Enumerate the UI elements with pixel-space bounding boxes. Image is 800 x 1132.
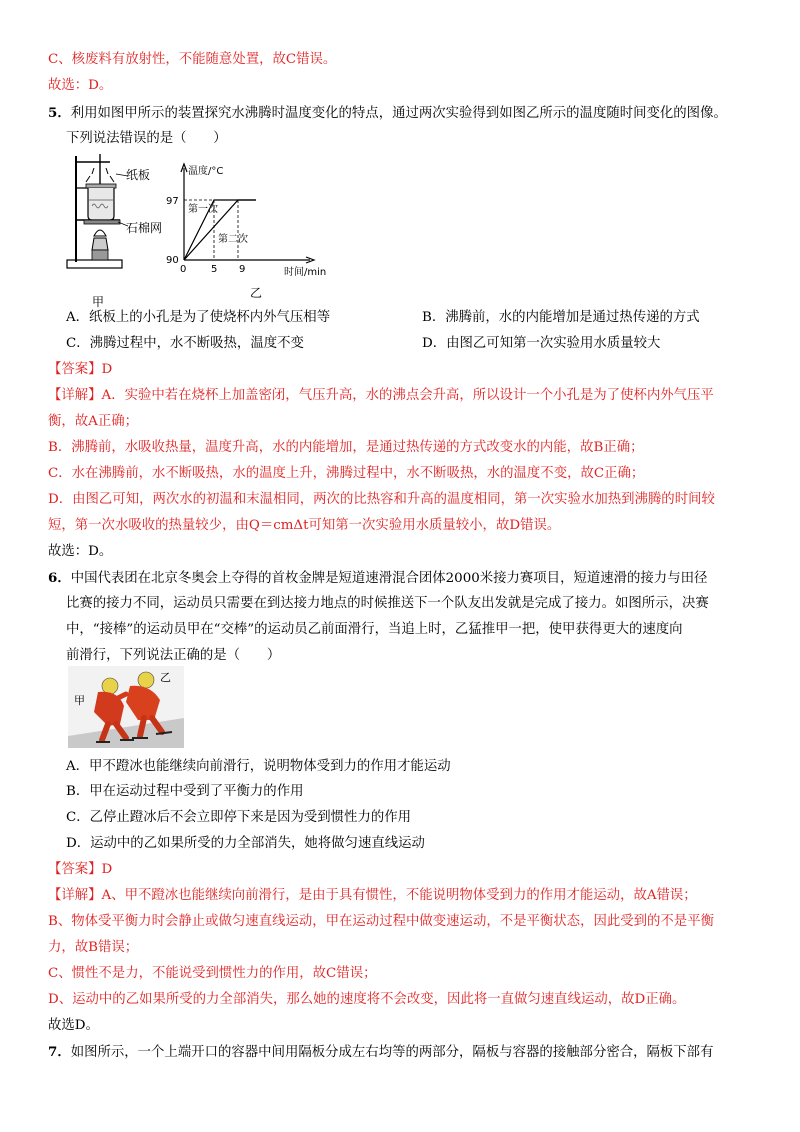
- q5-option-d[interactable]: D．由图乙可知第一次实验用水质量较大: [422, 336, 661, 351]
- q6-option-c[interactable]: C．乙停止蹬冰后不会立即停下来是因为受到惯性力的作用: [66, 810, 412, 825]
- q5-detail-b: B．沸腾前，水吸收热量，温度升高，水的内能增加，是通过热传递的方式改变水的内能，故B正确；: [48, 440, 644, 455]
- q6-stem-line1: [48, 568, 707, 589]
- q6-choice: 故选D。: [48, 1018, 99, 1033]
- q7-stem-line1: [48, 1042, 713, 1063]
- caption-jia: 甲: [92, 295, 105, 309]
- q5-detail-a1: 【详解】A．实验中若在烧杯上加盖密闭，气压升高，水的沸点会升高，所以设计一个小孔是为了使杯内外气压平: [48, 388, 714, 403]
- q7-stem1: 如图所示，一个上端开口的容器中间用隔板分成左右均等的两部分，隔板与容器的接触部分密合，隔板下部有: [70, 1045, 714, 1060]
- q5-chart-temperature: [160, 160, 360, 300]
- label-gauze: 石棉网: [126, 221, 163, 235]
- q5-detail-a2: 衡，故A正确；: [48, 414, 139, 429]
- q6-photo-label-yi: 乙: [160, 671, 171, 684]
- tick-90: 90: [166, 255, 179, 266]
- q6-stem-line3: 中，“接棒”的运动员甲在“交棒”的运动员乙前面滑行，当追上时，乙猛推甲一把，使甲获得更大的速度向: [66, 622, 683, 637]
- q5-choice: 故选：D。: [48, 544, 113, 559]
- q7-number: 7．: [48, 1044, 71, 1060]
- label-first-text: 第一次: [188, 204, 218, 215]
- q5-detail-d2: 短，第一次水吸收的热量较少，由Q＝cmΔt可知第一次实验用水质量较小，故D错误。: [48, 518, 561, 533]
- chart-xlabel: 时间/min: [284, 267, 327, 278]
- label-paper: 纸板: [126, 168, 151, 182]
- label-second: 第二次: [218, 234, 248, 245]
- q6-answer: 【答案】D: [48, 862, 113, 877]
- q6-detail-a: 【详解】A、甲不蹬冰也能继续向前滑行，是由于具有惯性，不能说明物体受到力的作用才能运动，故A错误；: [48, 888, 697, 903]
- tick-97: 97: [166, 196, 179, 207]
- chart-ylabel: 温度/°C: [188, 166, 224, 177]
- q6-stem1: 中国代表团在北京冬奥会上夺得的首枚金牌是短道速滑混合团体2000米接力赛项目，短道速滑的接力与田径: [70, 571, 708, 586]
- q5-option-b[interactable]: B．沸腾前，水的内能增加是通过热传递的方式: [422, 310, 700, 325]
- q6-detail-c: C、惯性不是力，不能说受到惯性力的作用，故C错误；: [48, 966, 377, 981]
- caption-yi: 乙: [250, 286, 263, 300]
- tick-5: 5: [211, 264, 218, 275]
- q5-stem-line2: 下列说法错误的是（ ）: [66, 131, 227, 146]
- q5-stem-line1: [48, 103, 727, 124]
- q6-option-a[interactable]: A．甲不蹬冰也能继续向前滑行，说明物体受到力的作用才能运动: [66, 759, 451, 774]
- q6-detail-b1: B、物体受平衡力时会静止或做匀速直线运动，甲在运动过程中做变速运动，不是平衡状态，因此受到的不是平衡: [48, 914, 714, 929]
- q6-stem-line2: 比赛的接力不同，运动员只需要在到达接力地点的时候推送下一个队友出发就是完成了接力。如图所示，决赛: [66, 596, 709, 611]
- q6-option-b[interactable]: B．甲在运动过程中受到了平衡力的作用: [66, 784, 304, 799]
- tick-9: 9: [239, 264, 246, 275]
- q6-stem-line4: 前滑行，下列说法正确的是（ ）: [66, 648, 281, 663]
- prev-line-c: C、核废料有放射性，不能随意处置，故C错误。: [48, 52, 337, 67]
- label-first: [188, 202, 218, 215]
- q5-number: 5．: [48, 105, 71, 121]
- q6-detail-b2: 力，故B错误；: [48, 940, 139, 955]
- q5-detail-c: C．水在沸腾前，水不断吸热，水的温度上升，沸腾过程中，水不断吸热，水的温度不变，故C正确；: [48, 466, 645, 481]
- tick-0: 0: [180, 264, 187, 275]
- q6-option-d[interactable]: D．运动中的乙如果所受的力全部消失，她将做匀速直线运动: [66, 836, 425, 851]
- q5-stem1: 利用如图甲所示的装置探究水沸腾时温度变化的特点，通过两次实验得到如图乙所示的温度随时间变化的图像。: [70, 106, 727, 121]
- q5-detail-d1: D．由图乙可知，两次水的初温和末温相同，两次的比热容和升高的温度相同，第一次实验水加热到沸腾的时间较: [48, 492, 715, 507]
- q6-detail-d: D、运动中的乙如果所受的力全部消失，那么她的速度将不会改变，因此将一直做匀速直线运动，故D正确。: [48, 992, 686, 1007]
- q6-number: 6．: [48, 570, 71, 586]
- q6-photo-label-jia: 甲: [74, 694, 85, 707]
- q5-option-a[interactable]: A．纸板上的小孔是为了使烧杯内外气压相等: [66, 310, 331, 325]
- prev-choice: 故选：D。: [48, 78, 113, 93]
- q5-answer: 【答案】D: [48, 362, 113, 377]
- q5-option-c[interactable]: C．沸腾过程中，水不断吸热，温度不变: [66, 336, 304, 351]
